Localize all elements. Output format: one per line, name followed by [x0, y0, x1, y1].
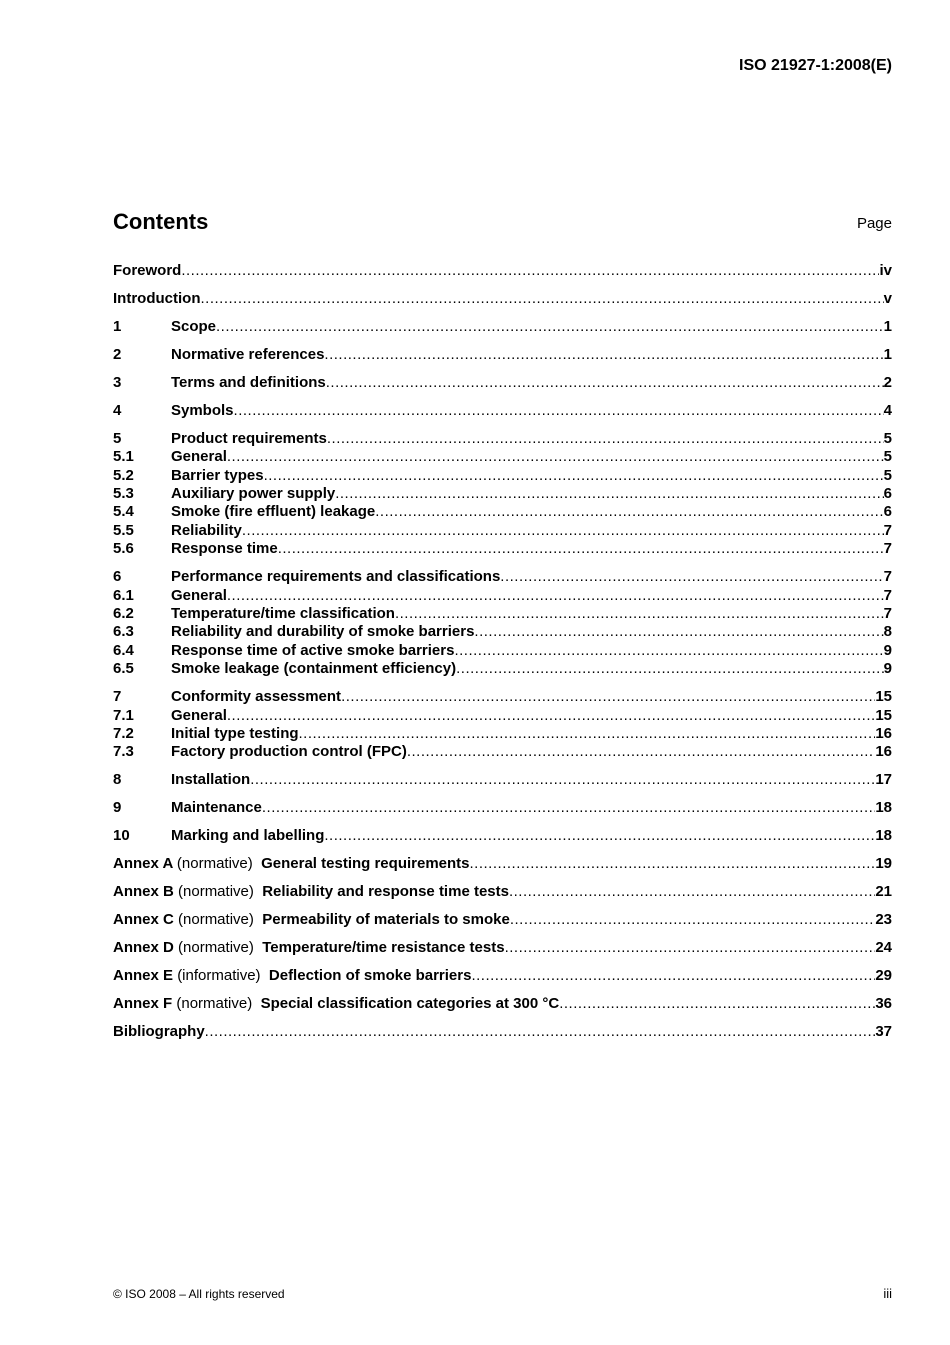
toc-entry-title: Response time of active smoke barriers [171, 641, 455, 659]
dot-leader [341, 688, 875, 706]
toc-entry-title: Reliability [171, 521, 242, 539]
toc-entry-title: Installation [171, 771, 251, 789]
toc-entry[interactable] [113, 995, 892, 1013]
toc-entry-page: iv [879, 262, 892, 279]
dot-leader [242, 522, 884, 540]
toc-entry[interactable] [113, 318, 892, 336]
toc-entry-page: 8 [883, 623, 892, 641]
toc-entry-number: 7.1 [113, 706, 134, 724]
toc-entry-number: 5 [113, 429, 122, 447]
toc-entry-page: 7 [883, 540, 892, 558]
dot-leader [456, 660, 884, 678]
toc-entry-title [113, 967, 471, 985]
dot-leader [335, 485, 883, 503]
dot-leader [262, 799, 875, 817]
toc-entry-number: 7.3 [113, 743, 134, 761]
toc-entry[interactable] [113, 568, 892, 586]
toc-entry-page: 18 [875, 799, 892, 817]
toc-entry-page: 9 [883, 641, 892, 659]
annex-label: Annex C [113, 911, 174, 929]
toc-entry-number: 3 [113, 373, 122, 391]
footer-page-number: iii [883, 1286, 892, 1301]
annex-type: (normative) [176, 995, 253, 1013]
dot-leader [299, 725, 876, 743]
toc-entry-title: Response time [171, 540, 278, 558]
toc-entry[interactable] [113, 430, 892, 448]
toc-entry-page: 18 [875, 827, 892, 845]
toc-entry[interactable] [113, 743, 892, 761]
annex-label: Annex F [113, 995, 173, 1013]
toc-entry-number: 7.2 [113, 724, 134, 742]
toc-entry-page: 24 [875, 939, 892, 957]
toc-entry[interactable] [113, 623, 892, 641]
toc-entry-title: Bibliography [113, 1023, 205, 1041]
toc-entry-number: 10 [113, 827, 130, 845]
toc-entry[interactable] [113, 605, 892, 623]
toc-entry-title: Normative references [171, 345, 325, 363]
toc-entry-title: Maintenance [171, 799, 262, 817]
toc-entry-page: 15 [875, 688, 892, 706]
annex-label: Annex E [113, 967, 174, 985]
toc-entry[interactable] [113, 771, 892, 789]
toc-entry-number: 5.6 [113, 540, 134, 558]
annex-title: Deflection of smoke barriers [268, 967, 472, 985]
toc-entry-number: 7 [113, 688, 122, 706]
toc-entry[interactable] [113, 883, 892, 901]
toc-entry-title [113, 995, 559, 1013]
dot-leader [500, 568, 883, 586]
dot-leader [407, 743, 875, 761]
annex-title: Temperature/time resistance tests [262, 939, 505, 957]
annex-label: Annex D [113, 939, 174, 957]
toc-entry-number: 6 [113, 568, 122, 586]
toc-entry[interactable] [113, 725, 892, 743]
annex-type: (informative) [177, 967, 261, 985]
dot-leader [227, 587, 884, 605]
dot-leader [326, 374, 884, 392]
toc-entry-page: 19 [875, 855, 892, 873]
toc-entry-number: 5.3 [113, 485, 134, 503]
toc-entry-number: 5.4 [113, 503, 134, 521]
dot-leader [327, 430, 884, 448]
toc-entry-title [113, 939, 505, 957]
toc-entry-title: Barrier types [171, 466, 264, 484]
toc-entry-title: Factory production control (FPC) [171, 743, 407, 761]
page-column-label: Page [856, 215, 892, 232]
toc-entry-title: Performance requirements and classifications [171, 568, 501, 586]
toc-entry[interactable] [113, 688, 892, 706]
toc-entry-page: 7 [883, 586, 892, 604]
dot-leader [505, 939, 876, 957]
toc-entry-page: 29 [875, 967, 892, 985]
toc-entry-number: 6.5 [113, 660, 134, 678]
toc-entry-page: 16 [875, 724, 892, 742]
toc-entry-number: 4 [113, 401, 122, 419]
toc-entry[interactable] [113, 448, 892, 466]
toc-entry-title: Product requirements [171, 429, 327, 447]
toc-entry-number: 9 [113, 799, 122, 817]
toc-entry[interactable] [113, 346, 892, 364]
toc-entry[interactable] [113, 827, 892, 845]
toc-entry-page: 7 [883, 521, 892, 539]
toc-entry-title: Scope [171, 317, 217, 335]
dot-leader [324, 346, 883, 364]
toc-entry-page: 5 [883, 448, 892, 466]
dot-leader [264, 467, 884, 485]
toc-entry-page: 1 [883, 317, 892, 335]
annex-title: Permeability of materials to smoke [262, 911, 510, 929]
toc-entry-title: Temperature/time classification [171, 605, 395, 623]
toc-entry-number: 5.1 [113, 448, 134, 466]
toc-entry-title: Conformity assessment [171, 688, 342, 706]
dot-leader [216, 318, 884, 336]
annex-type: (normative) [176, 855, 253, 873]
toc-entry-page: 6 [883, 485, 892, 503]
toc-entry[interactable] [113, 262, 892, 280]
toc-entry-number: 6.3 [113, 623, 134, 641]
document-identifier: ISO 21927-1:2008(E) [739, 57, 892, 74]
toc-entry[interactable] [113, 540, 892, 558]
dot-leader [205, 1023, 876, 1041]
toc-entry[interactable] [113, 799, 892, 817]
dot-leader [227, 448, 884, 466]
toc-entry[interactable] [113, 402, 892, 420]
table-of-contents [113, 262, 892, 1042]
toc-entry[interactable] [113, 374, 892, 392]
toc-entry[interactable] [113, 855, 892, 873]
toc-entry-title: Foreword [113, 262, 182, 279]
contents-heading: Contents [113, 209, 209, 234]
toc-entry-title: General [171, 448, 227, 466]
toc-entry-page: 23 [875, 911, 892, 929]
toc-entry-page: 15 [875, 706, 892, 724]
toc-entry-title: Initial type testing [171, 724, 299, 742]
annex-label: Annex A [113, 855, 173, 873]
dot-leader [509, 883, 875, 901]
toc-entry[interactable] [113, 707, 892, 725]
toc-entry-title: Reliability and durability of smoke barriers [171, 623, 475, 641]
toc-entry-title: Smoke leakage (containment efficiency) [171, 660, 457, 678]
toc-entry[interactable] [113, 911, 892, 929]
toc-entry-page: 17 [875, 771, 892, 789]
toc-entry-page: 5 [883, 466, 892, 484]
toc-entry[interactable] [113, 587, 892, 605]
toc-entry-page: 9 [883, 660, 892, 678]
toc-entry-page: 16 [875, 743, 892, 761]
dot-leader [510, 911, 875, 929]
toc-entry-title: Marking and labelling [171, 827, 325, 845]
toc-entry-title: Smoke (fire effluent) leakage [171, 503, 376, 521]
toc-entry-number: 2 [113, 345, 122, 363]
toc-entry[interactable] [113, 485, 892, 503]
dot-leader [559, 995, 875, 1013]
toc-entry-page: 21 [875, 883, 892, 901]
annex-type: (normative) [178, 883, 254, 901]
toc-entry-page: 6 [883, 503, 892, 521]
toc-entry-number: 1 [113, 317, 122, 335]
footer-copyright: © ISO 2008 – All rights reserved [113, 1287, 285, 1301]
toc-entry-page: 1 [883, 345, 892, 363]
annex-title: Special classification categories at 300 °C [260, 995, 560, 1013]
toc-entry-title: General [171, 586, 227, 604]
toc-entry[interactable] [113, 522, 892, 540]
toc-entry-title: Terms and definitions [171, 373, 326, 391]
dot-leader [234, 402, 884, 420]
dot-leader [395, 605, 884, 623]
toc-entry-title: Symbols [171, 401, 234, 419]
dot-leader [474, 623, 883, 641]
dot-leader [250, 771, 875, 789]
toc-entry[interactable] [113, 290, 892, 308]
toc-entry-title [113, 855, 470, 873]
toc-entry[interactable] [113, 1023, 892, 1041]
toc-entry-page: 5 [883, 429, 892, 447]
dot-leader [181, 262, 879, 280]
toc-entry-number: 6.2 [113, 605, 134, 623]
toc-entry-number: 6.1 [113, 586, 134, 604]
annex-label: Annex B [113, 883, 174, 901]
toc-entry-title: General [171, 706, 227, 724]
dot-leader [454, 642, 883, 660]
dot-leader [227, 707, 875, 725]
toc-entry-page: 4 [883, 401, 892, 419]
toc-entry[interactable] [113, 939, 892, 957]
toc-entry-page: 36 [875, 995, 892, 1013]
toc-entry[interactable] [113, 467, 892, 485]
toc-entry-title: Auxiliary power supply [171, 485, 336, 503]
dot-leader [200, 290, 883, 308]
toc-entry-title: Introduction [113, 289, 201, 307]
annex-type: (normative) [178, 939, 254, 957]
toc-entry-title [113, 911, 510, 929]
toc-entry[interactable] [113, 503, 892, 521]
toc-entry-number: 6.4 [113, 641, 134, 659]
toc-entry-page: 37 [875, 1023, 892, 1041]
annex-type: (normative) [178, 911, 254, 929]
toc-entry-page: 7 [883, 568, 892, 586]
toc-entry[interactable] [113, 967, 892, 985]
toc-entry-page: v [883, 289, 892, 307]
toc-entry-number: 5.2 [113, 466, 134, 484]
toc-entry[interactable] [113, 642, 892, 660]
annex-title: Reliability and response time tests [262, 883, 509, 901]
toc-entry[interactable] [113, 660, 892, 678]
annex-title: General testing requirements [261, 855, 470, 873]
toc-entry-title [113, 883, 509, 901]
toc-entry-page: 2 [883, 373, 892, 391]
dot-leader [375, 503, 883, 521]
toc-entry-page: 7 [883, 605, 892, 623]
dot-leader [278, 540, 884, 558]
dot-leader [470, 855, 876, 873]
dot-leader [471, 967, 875, 985]
dot-leader [324, 827, 875, 845]
toc-entry-number: 5.5 [113, 521, 134, 539]
toc-entry-number: 8 [113, 771, 122, 789]
